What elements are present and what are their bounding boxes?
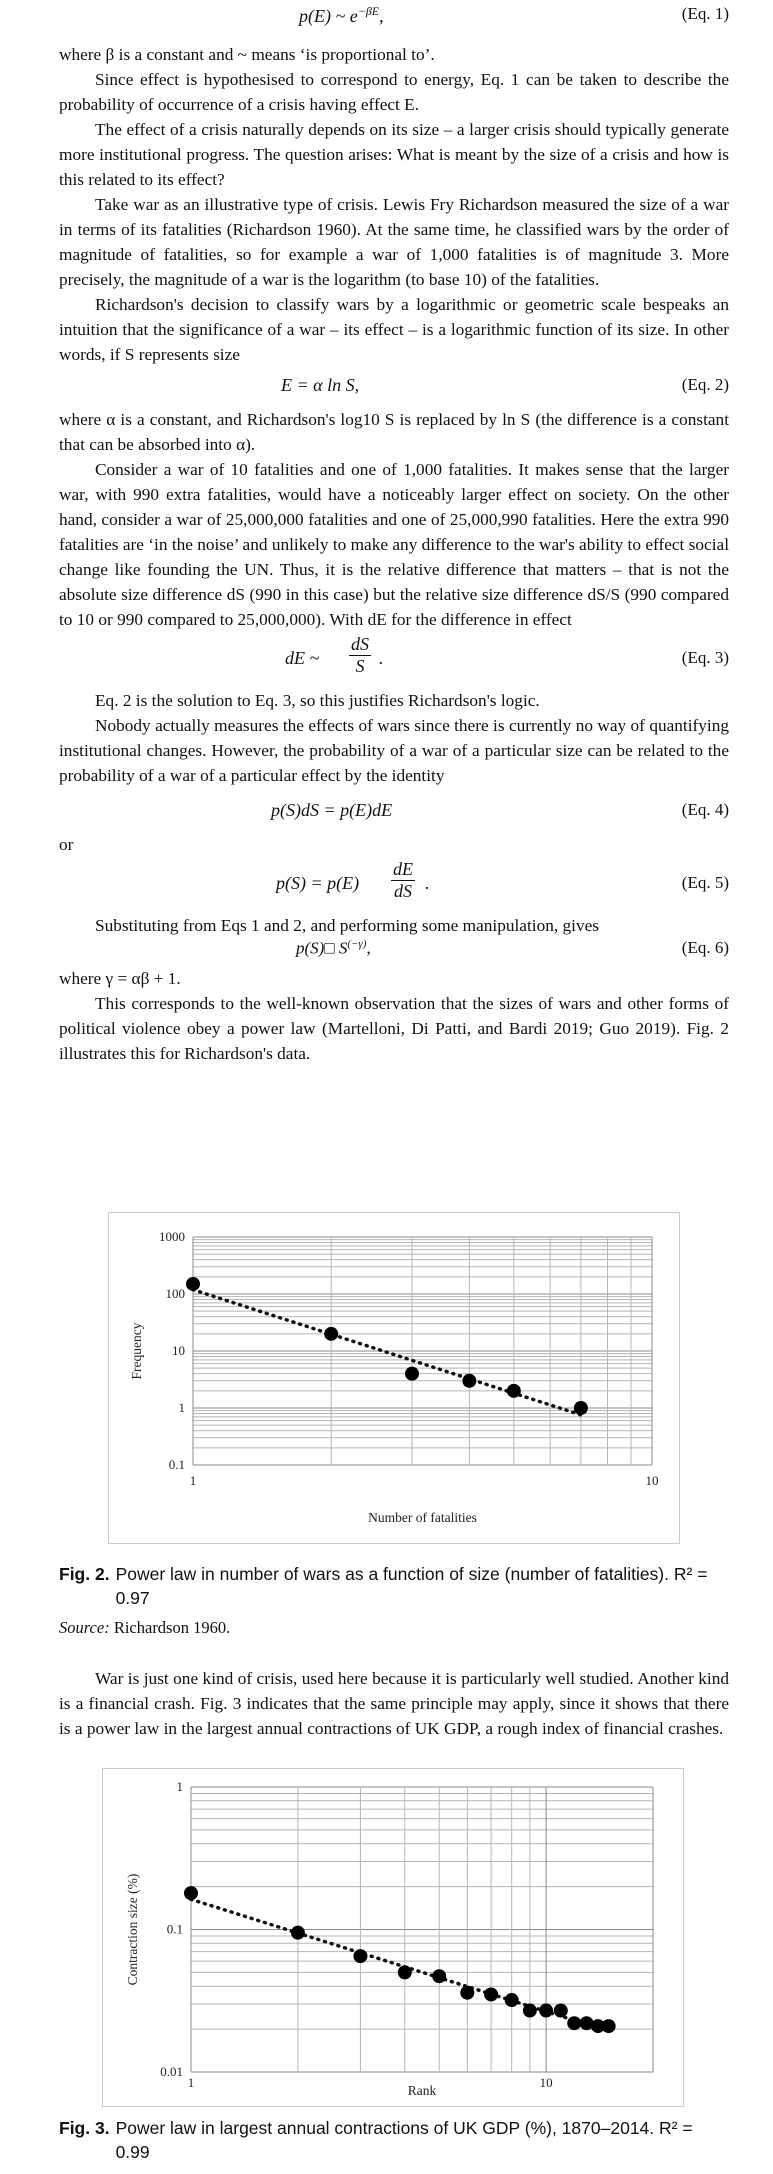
y-tick-label: 10 [172, 1343, 185, 1358]
eq5-tail: . [425, 873, 430, 893]
data-point [567, 2016, 581, 2030]
eq6-math: p(S)□ S [296, 938, 348, 958]
data-point [574, 1401, 588, 1415]
paragraph-richardson: Richardson's decision to classify wars by a logarithmic or geometric scale bespeaks an intuition that the significance of a war – its effect – is a logarithmic function of its size. In other words, if S represents size [59, 295, 729, 364]
figure-2-frame [108, 1212, 680, 1544]
paragraph-since: Since effect is hypothesised to correspond to energy, Eq. 1 can be taken to describe the probability of occurrence of a crisis having effect E. [59, 70, 729, 114]
equation-5 [59, 857, 729, 913]
eq3-fraction [349, 634, 371, 677]
figure-2-caption-text: Power law in number of wars as a function of size (number of fatalities). R² = 0.97 [115, 1564, 708, 1608]
eq1-number: (Eq. 1) [681, 4, 729, 23]
x-tick-label: 10 [645, 1473, 659, 1488]
data-point [507, 1384, 521, 1398]
x-axis-label: Number of fatalities [368, 1510, 477, 1525]
figure-3-caption [59, 2116, 729, 2164]
equation-2 [59, 367, 729, 407]
eq2-math: E = α ln S, [281, 375, 360, 395]
data-point [460, 1986, 474, 2000]
figure-3-caption-text: Power law in largest annual contractions of UK GDP (%), 1870–2014. R² = 0.99 [115, 2118, 693, 2162]
data-point [398, 1965, 412, 1979]
eq5-fraction [391, 859, 415, 902]
data-point [554, 2004, 568, 2018]
data-point [405, 1367, 419, 1381]
paragraph-effect: The effect of a crisis naturally depends on its size – a larger crisis should typically generate more institutional progress. The question arises: What is meant by the size of a crisis and how is this related to its effect? [59, 120, 729, 189]
data-point [462, 1374, 476, 1388]
figure-2-caption [59, 1562, 729, 1610]
eq6-tail: , [366, 938, 371, 958]
paragraph-eq2-solution: Eq. 2 is the solution to Eq. 3, so this justifies Richardson's logic. [95, 691, 540, 710]
eq5-lhs: p(S) = p(E) [276, 873, 360, 893]
figure-3-chart [103, 1769, 683, 2106]
eq4-number: (Eq. 4) [681, 800, 729, 819]
y-tick-label: 0.1 [166, 1921, 183, 1937]
data-point [484, 1987, 498, 2001]
data-point [324, 1327, 338, 1341]
eq5-numerator: dE [393, 859, 413, 879]
trendline [193, 1290, 581, 1415]
x-tick-label: 1 [189, 1473, 197, 1488]
paragraph-consider: Consider a war of 10 fatalities and one of 1,000 fatalities. It makes sense that the larger war, with 990 extra fatalities, would have a noticeably larger effect on society. On the other hand, consider a war of 25,000,000 fatalities and one of 25,000,990 fatalities. Here the extra 990 fatalities are ‘in the noise’ and unlikely to make any difference to the war's ability to effect social change like founding the UN. Thus, it is the relative difference that matters – that is not the absolute size difference dS (990 in this case) but the relative size difference dS/S (990 compared to 10 or 990 compared to 25,000,000). With dE for the difference in effect [59, 460, 729, 629]
figure-2-source [59, 1618, 230, 1638]
data-point [353, 1949, 367, 1963]
y-tick-label: 1000 [159, 1229, 185, 1244]
paragraph-where-beta: where β is a constant and ~ means ‘is proportional to’. [59, 45, 435, 64]
eq1-exponent: −βE [357, 4, 380, 18]
paragraph-where-alpha: where α is a constant, and Richardson's log10 S is replaced by ln S (the difference is a constant that can be absorbed into α). [59, 410, 729, 454]
data-point [291, 1926, 305, 1940]
y-axis-label: Frequency [129, 1322, 144, 1380]
y-tick-label: 0.01 [160, 2064, 183, 2079]
x-axis-label: Rank [407, 2083, 437, 2098]
eq1-lhs: p(E) ~ e [299, 6, 358, 26]
eq5-denominator: dS [394, 881, 412, 901]
paragraph-corresponds: This corresponds to the well-known observation that the sizes of wars and other forms of political violence obey a power law (Martelloni, Di Patti, and Bardi 2019; Guo 2019). Fig. 2 illustrates this for Richardson's data. [59, 994, 729, 1063]
equation-1 [59, 0, 729, 36]
eq4-math: p(S)dS = p(E)dE [271, 800, 393, 820]
paragraph-or: or [59, 835, 74, 854]
eq6-number: (Eq. 6) [681, 938, 729, 957]
eq3-numerator: dS [351, 634, 369, 654]
paragraph-where-gamma: where γ = αβ + 1. [59, 969, 181, 988]
y-axis-label: Contraction size (%) [125, 1873, 140, 1986]
figure-2-source-text: Richardson 1960. [113, 1618, 231, 1637]
data-point [186, 1277, 200, 1291]
y-tick-label: 100 [165, 1286, 185, 1301]
figure-2-caption-label: Fig. 2. [59, 1564, 110, 1584]
paragraph-take-war: Take war as an illustrative type of crisis. Lewis Fry Richardson measured the size of a war in terms of its fatalities (Richardson 1960). At the same time, he classified wars by the order of magnitude of fatalities, so for example a war of 1,000 fatalities is of magnitude 3. More precisely, the magnitude of a war is the logarithm (to base 10) of the fatalities. [59, 195, 729, 289]
eq6-exponent: (−γ) [347, 938, 367, 950]
equation-4 [59, 788, 729, 832]
figure-2-chart [109, 1213, 679, 1543]
figure-3-caption-label: Fig. 3. [59, 2118, 110, 2138]
paragraph-war-crisis: War is just one kind of crisis, used here because it is particularly well studied. Another kind is a financial crash. Fig. 3 indicates that the same principle may apply, since it shows that there is a power law in the largest annual contractions of UK GDP, a rough index of financial crashes. [59, 1669, 729, 1738]
x-tick-label: 10 [539, 2075, 553, 2090]
x-tick-label: 1 [187, 2075, 195, 2090]
paragraph-substituting: Substituting from Eqs 1 and 2, and performing some manipulation, gives [95, 916, 599, 935]
y-tick-label: 1 [178, 1400, 185, 1415]
data-point [539, 2004, 553, 2018]
figure-3-frame [102, 1768, 684, 2107]
data-point [184, 1886, 198, 1900]
equation-6 [59, 938, 729, 966]
eq3-number: (Eq. 3) [681, 648, 729, 667]
data-point [432, 1969, 446, 1983]
data-point [523, 2004, 537, 2018]
y-tick-label: 1 [176, 1779, 183, 1794]
eq1-tail: , [379, 6, 384, 26]
eq2-number: (Eq. 2) [681, 375, 729, 394]
eq3-denominator: S [355, 656, 365, 676]
eq3-lhs: dE ~ [285, 648, 320, 668]
data-point [505, 1993, 519, 2007]
data-point [602, 2019, 616, 2033]
y-tick-label: 0.1 [168, 1457, 185, 1472]
paragraph-nobody: Nobody actually measures the effects of wars since there is currently no way of quantifying institutional changes. However, the probability of a war of a particular size can be related to the probability of a war of a particular effect by the identity [59, 716, 729, 785]
figure-2-source-label: Source: [59, 1618, 110, 1637]
eq3-tail: . [379, 648, 384, 668]
eq5-number: (Eq. 5) [681, 873, 729, 892]
equation-3 [59, 632, 729, 688]
